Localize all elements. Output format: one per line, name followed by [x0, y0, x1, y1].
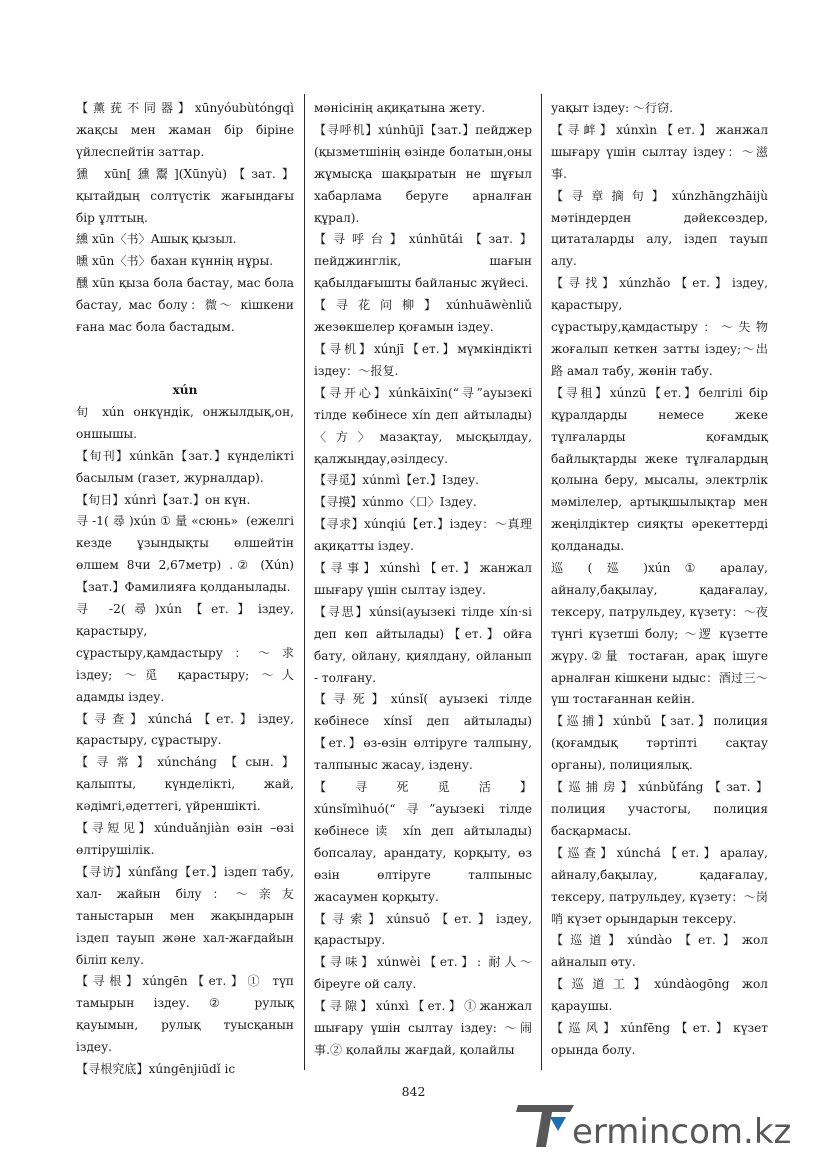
dictionary-entry: 【寻求】xúnqiú【ет.】іздеу：～真理 ақиқатты іздеу. [314, 517, 532, 554]
dictionary-entry: 【寻章摘句】xúnzhāngzhāijù мәтіндерден дәйексөздер, цитаталарды алу, іздеп тауып алу. [551, 188, 768, 269]
dictionary-entry: 【寻呼机】xúnhūjī【зат.】пейджер (қызметшінің өзінде болатын,оны жұмысқа шақыратын не шұғыл хабарлама беруге арналған құрал). [314, 122, 532, 225]
dictionary-entry: 【寻租】xúnzū【ет.】белгілі бір құралдарды немесе жеке тұлғаларды қоғамдық байлықтарды жеке тұлғалардың қолына беру, мысалы, электрлік мәмілелер, артықшылықтар мен жеңілдіктер сияқты әрекеттерді қолданады. [551, 385, 768, 554]
dictionary-entry: 【寻死】xúnsǐ( ауызекі тілде көбінесе xínsǐ деп айтылады)【ет.】өз-өзін өлтіруге талпыну, талпыныс жасау, іздену. [314, 692, 532, 773]
dictionary-entry: 【旬刊】xúnkān【зат.】күнделікті басылым (газет, журналдар). [76, 448, 294, 485]
dictionary-entry: 【寻找】xúnzhǎo【ет.】іздеу, қарастыру, сұрастыру,қамдастыру：～失物 жоғалып кеткен затты іздеу;～出路 амал табу, жөнін табу. [551, 276, 768, 378]
dictionary-entry: 【巡风】xúnfēng【ет.】күзет орында болу. [551, 1021, 768, 1057]
dictionary-entry: 【寻查】xúnchá【ет.】іздеу, қарастыру, сұрастыру. [76, 711, 294, 748]
dictionary-entry: 醺 xūn қыза бола бастау, мас бола бастау, мас болу：微～ кішкени ғана мас бола бастадым. [76, 276, 294, 335]
dictionary-entry: 【寻开心】xúnkāixīn(“寻”ауызекі тілде көбінесе xín деп айтылады)〈方〉мазақтау, мысқылдау, қалжыңдау,әзілдесу. [314, 385, 532, 466]
dictionary-entry: 【寻味】xúnwèi【ет.】: 耐人～ біреуге ой салу. [314, 955, 532, 992]
dictionary-entry: 【寻觅】xúnmì【ет.】Іздеу. [314, 473, 479, 488]
dictionary-entry: 【巡捕房】xúnbǔfáng【зат.】полиция участогы, полиция басқармасы. [551, 780, 768, 838]
dictionary-entry: 【寻思】xúnsi(ауызекі тілде xín·si деп көп айтылады)【ет.】ойға бату, ойлану, қиялдану, ойланып - толғану. [314, 604, 532, 685]
column-1 [76, 98, 294, 1081]
dictionary-entry: 【寻死觅活】xúnsǐmìhuó(“寻”ауызекі тілде көбінесе读 xín деп айтылады) бопсалау, арандату, қорқыту, өз өзін өлтіруге талпыныс жасаумен қорқыту. [314, 780, 532, 904]
dictionary-entry: 【寻访】xúnfǎng【ет.】іздеп табу, хал- жайын білу：～亲友 таныстарын мен жақындарын іздеп тауып және хал-жағдайын біліп келу. [76, 864, 294, 967]
dictionary-entry: 【寻花问柳】xúnhuāwènliǔ жезөкшелер қоғамын іздеу. [314, 298, 532, 335]
dictionary-entry: 纁 xūn〈书〉Ашық қызыл. [76, 232, 237, 247]
dictionary-entry: 獯 xūn[獯鬻](Xūnyù)【зат.】қытайдың солтүстік жағындағы бір ұлттың. [76, 166, 294, 225]
dictionary-entry: 【巡捕】xúnbǔ【зат.】полиция (қоғамдық тәртіпті сақтау органы), полициялық. [551, 714, 768, 773]
dictionary-entry: 【巡道】xúndào【ет.】жол айналып өту. [551, 933, 768, 970]
dictionary-entry: 【寻事】xúnshì【ет.】жанжал шығару үшін сылтау іздеу. [314, 561, 532, 597]
dictionary-entry: 【寻短见】xúnduǎnjiàn өзін –өзі өлтірушілік. [76, 821, 294, 857]
dictionary-entry: 【寻根究底】xúngēnjiūdǐ іс [76, 1062, 236, 1077]
column-2 [314, 98, 532, 1062]
dictionary-entry: 【寻根】xúngēn【ет.】① түп тамырын іздеу. ② рулық қауымын, рулық туысқанын іздеу. [76, 974, 294, 1055]
dictionary-entry: мәнісінің ақиқатына жету. [314, 101, 486, 115]
dictionary-entry: 【薰莸不同器】xūnyóubùtóngqì жақсы мен жаман бір біріне үйлеспейтін заттар. [76, 101, 294, 159]
dictionary-entry: 旬 xún онкүндік, онжылдық,он, оншышы. [76, 404, 294, 441]
dictionary-entry: 【旬日】xúnrì【зат.】он күн. [76, 492, 251, 507]
column-divider-left [304, 94, 305, 1070]
dictionary-entry: 【寻隙】xúnxì【ет.】①жанжал шығару үшін сылтау іздеу: ～闹事.② қолайлы жағдай, қолайлы [314, 999, 532, 1057]
logo-text: ermincom.kz [572, 1112, 792, 1152]
page-number: 842 [401, 1084, 426, 1099]
dictionary-entry: 【寻常】xúncháng【сын.】қалыпты, күнделікті, жай, кәдімгі,әдеттегі, үйреншікті. [76, 755, 294, 814]
dictionary-entry: 【寻呼台】xúnhūtái【зат.】пейджинглік, шағын қабылдағышты байланыс жүйесі. [314, 232, 532, 291]
dictionary-entry: 【巡查】xúnchá【ет.】аралау, айналу,бақылау, қадағалау, тексеру, патрульдеу, күзету：～岗哨 күзет орындарын тексеру. [551, 845, 768, 926]
dictionary-entry: 【寻衅】xúnxìn【ет.】жанжал шығару үшін сылтау іздеу：～滋事. [551, 122, 768, 181]
dictionary-entry: 曛 xūn〈书〉бахан күннің нұры. [76, 254, 274, 269]
dictionary-entry: 【寻索】xúnsuǒ【ет.】іздеу, қарастыру. [314, 911, 532, 948]
column-divider-right [541, 94, 542, 1070]
dictionary-entry: 【巡道工】xúndàogōng жол қараушы. [551, 977, 768, 1014]
dictionary-entry: уақыт іздеу: ～行窃. [551, 101, 674, 115]
dictionary-entry: 巡 ( 廵 )xún ① аралау, айналу,бақылау, қадағалау, тексеру, патрульдеу, күзету：～夜 түнгі күзетші болу; ～逻 күзетте жүру.②量 тостаған, арақ ішуге арналған кішкени ыдыс：酒过三～ үш тостағаннан кейін. [551, 561, 768, 707]
dictionary-entry: 寻-1(尋)xún①量«сюнь» (ежелгі кезде ұзындықты өлшейтін өлшем 8чи 2,67метр) .② (Xún)【зат.】Фамилияға қолданылады. [76, 514, 294, 595]
column-3 [551, 98, 768, 1062]
dictionary-entry: 【寻摸】xúnmo〈口〉Іздеу. [314, 495, 477, 510]
syllable-heading: xún [172, 382, 198, 397]
dictionary-entry: 寻 -2(尋)xún【ет.】іздеу, қарастыру, сұрастыру,қамдастыру：～求 іздеу; ～觅 қарастыру; ～人 адамды іздеу. [76, 602, 294, 704]
dictionary-entry: 【寻机】xúnjī【ет.】мүмкіндікті іздеу：～报复. [314, 341, 532, 378]
termincom-logo [512, 1097, 812, 1155]
